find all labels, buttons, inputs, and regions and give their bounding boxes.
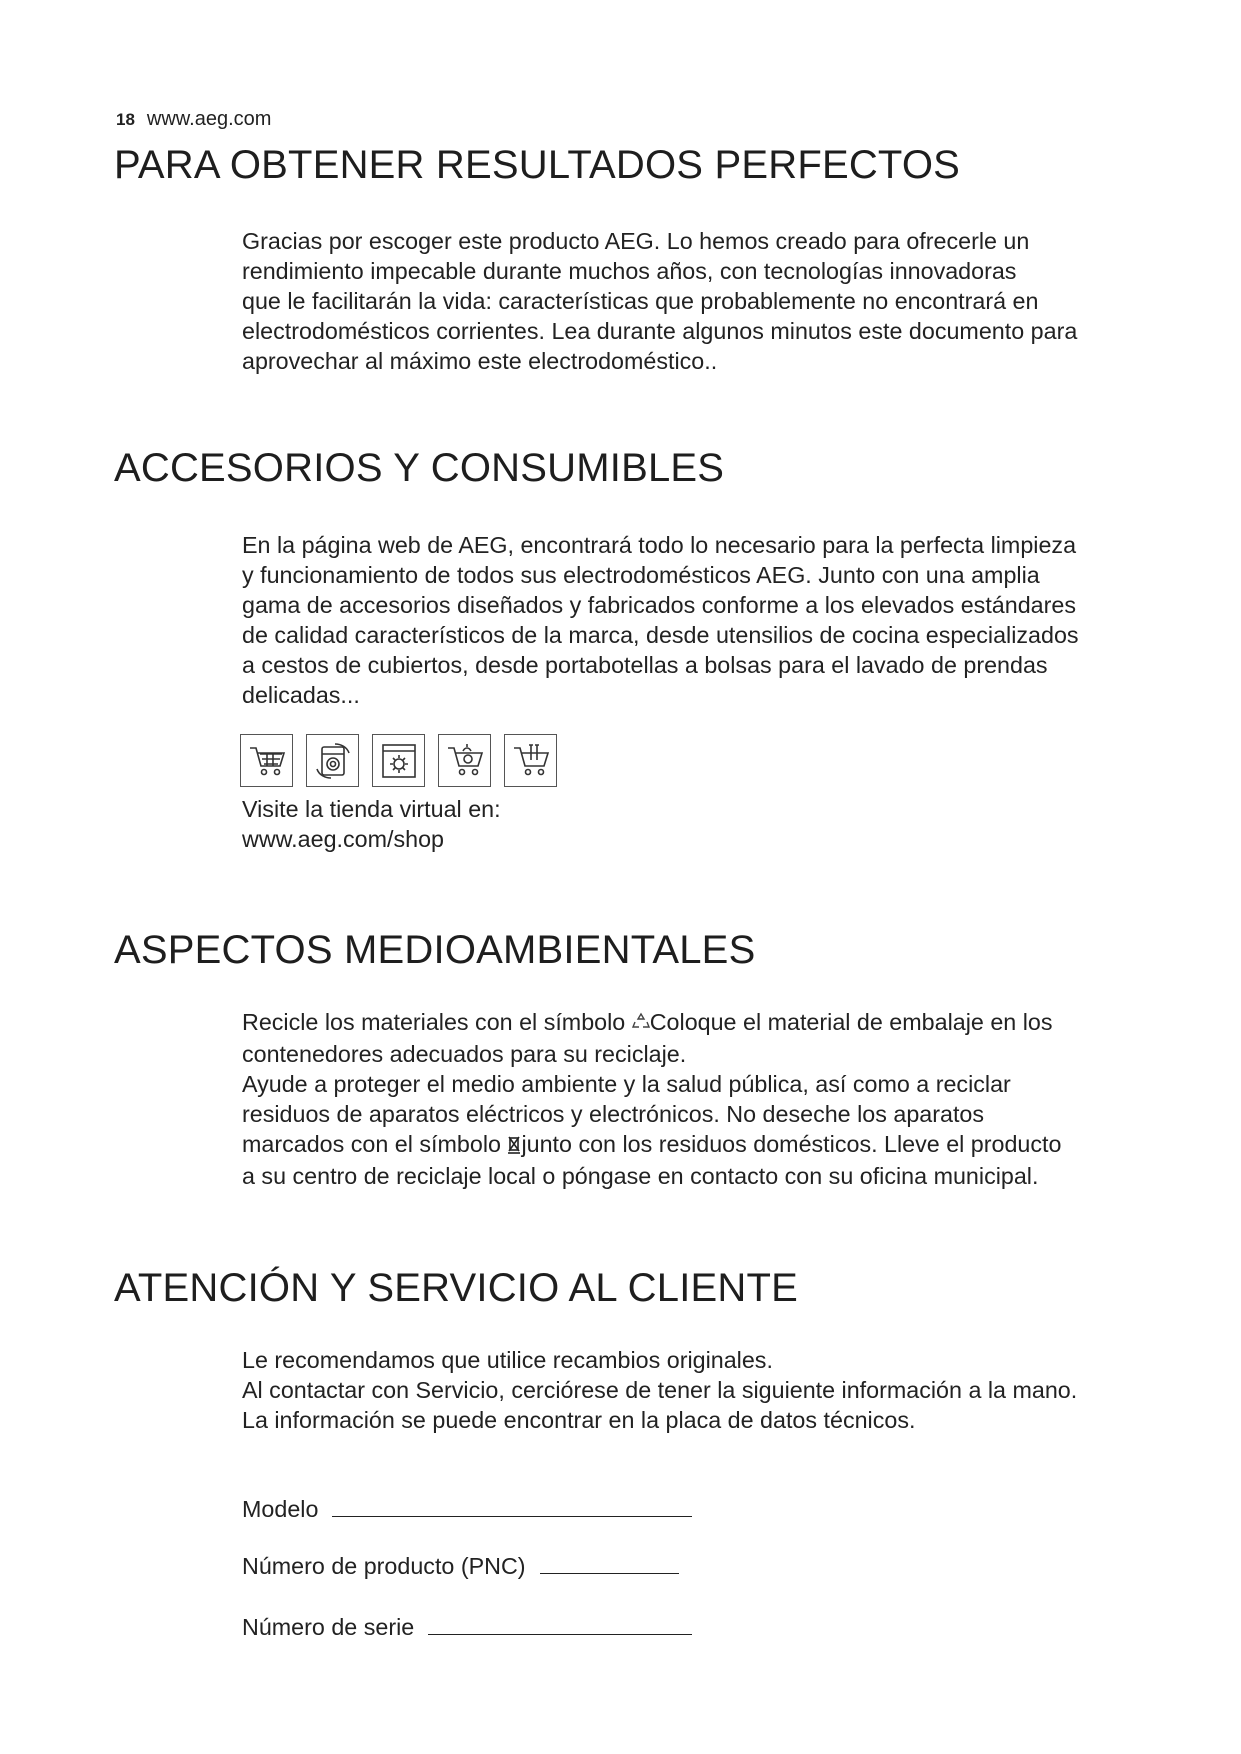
website-url[interactable]: www.aeg.com <box>146 108 272 130</box>
model-label: Modelo <box>242 1496 319 1522</box>
line-text: junto con los residuos domésticos. Lleve el producto <box>521 1131 1062 1157</box>
service-paragraph <box>242 1345 1147 1435</box>
paragraph-line: a su centro de reciclaje local o póngase en contacto con su oficina municipal. <box>242 1163 1039 1189</box>
environment-paragraph <box>242 1007 1147 1191</box>
paragraph-line: que le facilitarán la vida: características que probablemente no encontrará en <box>242 288 1039 314</box>
paragraph-line: La información se puede encontrar en la placa de datos técnicos. <box>242 1407 916 1433</box>
section-title-results: PARA OBTENER RESULTADOS PERFECTOS <box>114 143 961 187</box>
pnc-field <box>242 1553 679 1580</box>
page-header <box>116 108 271 131</box>
paragraph-line <box>242 1129 1147 1161</box>
results-paragraph <box>242 226 1147 376</box>
paragraph-line: Ayude a proteger el medio ambiente y la salud pública, así como a reciclar <box>242 1071 1011 1097</box>
recycle-icon <box>632 1009 650 1039</box>
paragraph-line: Le recomendamos que utilice recambios originales. <box>242 1347 773 1373</box>
model-field <box>242 1496 692 1523</box>
paragraph-line: Al contactar con Servicio, cerciórese de tener la siguiente información a la mano. <box>242 1377 1078 1403</box>
section-title-environment: ASPECTOS MEDIOAMBIENTALES <box>114 928 756 972</box>
section-title-service: ATENCIÓN Y SERVICIO AL CLIENTE <box>114 1266 798 1310</box>
pnc-label: Número de producto (PNC) <box>242 1553 526 1579</box>
serial-blank-line <box>428 1614 692 1635</box>
crossed-bin-icon <box>507 1131 521 1161</box>
paragraph-line: contenedores adecuados para su reciclaje. <box>242 1041 687 1067</box>
line-text: Recicle los materiales con el símbolo <box>242 1009 632 1035</box>
paragraph-line: gama de accesorios diseñados y fabricados conforme a los elevados estándares <box>242 592 1076 618</box>
paragraph-line: En la página web de AEG, encontrará todo lo necesario para la perfecta limpieza <box>242 532 1077 558</box>
model-blank-line <box>332 1496 692 1517</box>
oven-gear-icon <box>372 734 425 787</box>
serial-field <box>242 1614 692 1641</box>
pnc-blank-line <box>540 1553 679 1574</box>
paragraph-line: delicadas... <box>242 682 360 708</box>
line-text: marcados con el símbolo <box>242 1131 508 1157</box>
shop-link[interactable]: www.aeg.com/shop <box>242 826 445 852</box>
paragraph-line: residuos de aparatos eléctricos y electrónicos. No deseche los aparatos <box>242 1101 985 1127</box>
accessories-paragraph <box>242 530 1147 710</box>
paragraph-line: aprovechar al máximo este electrodoméstico.. <box>242 348 718 374</box>
shopping-cart-icon <box>240 734 293 787</box>
serial-label: Número de serie <box>242 1614 415 1640</box>
paragraph-line: de calidad característicos de la marca, desde utensilios de cocina especializados <box>242 622 1079 648</box>
cart-bottles-icon <box>504 734 557 787</box>
washing-machine-icon <box>306 734 359 787</box>
line-text: Coloque el material de embalaje en los <box>649 1009 1053 1035</box>
paragraph-line: electrodomésticos corrientes. Lea durante algunos minutos este documento para <box>242 318 1078 344</box>
cart-kitchen-icon <box>438 734 491 787</box>
paragraph-line: a cestos de cubiertos, desde portabotellas a bolsas para el lavado de prendas <box>242 652 1048 678</box>
paragraph-line <box>242 1007 1147 1039</box>
section-title-accessories: ACCESORIOS Y CONSUMIBLES <box>114 446 725 490</box>
shop-label: Visite la tienda virtual en: <box>242 796 501 822</box>
paragraph-line: rendimiento impecable durante muchos años, con tecnologías innovadoras <box>242 258 1017 284</box>
paragraph-line: Gracias por escoger este producto AEG. Lo hemos creado para ofrecerle un <box>242 228 1030 254</box>
shop-info <box>242 794 1147 854</box>
paragraph-line: y funcionamiento de todos sus electrodomésticos AEG. Junto con una amplia <box>242 562 1040 588</box>
page-number: 18 <box>116 110 135 129</box>
accessory-icons <box>240 734 557 787</box>
